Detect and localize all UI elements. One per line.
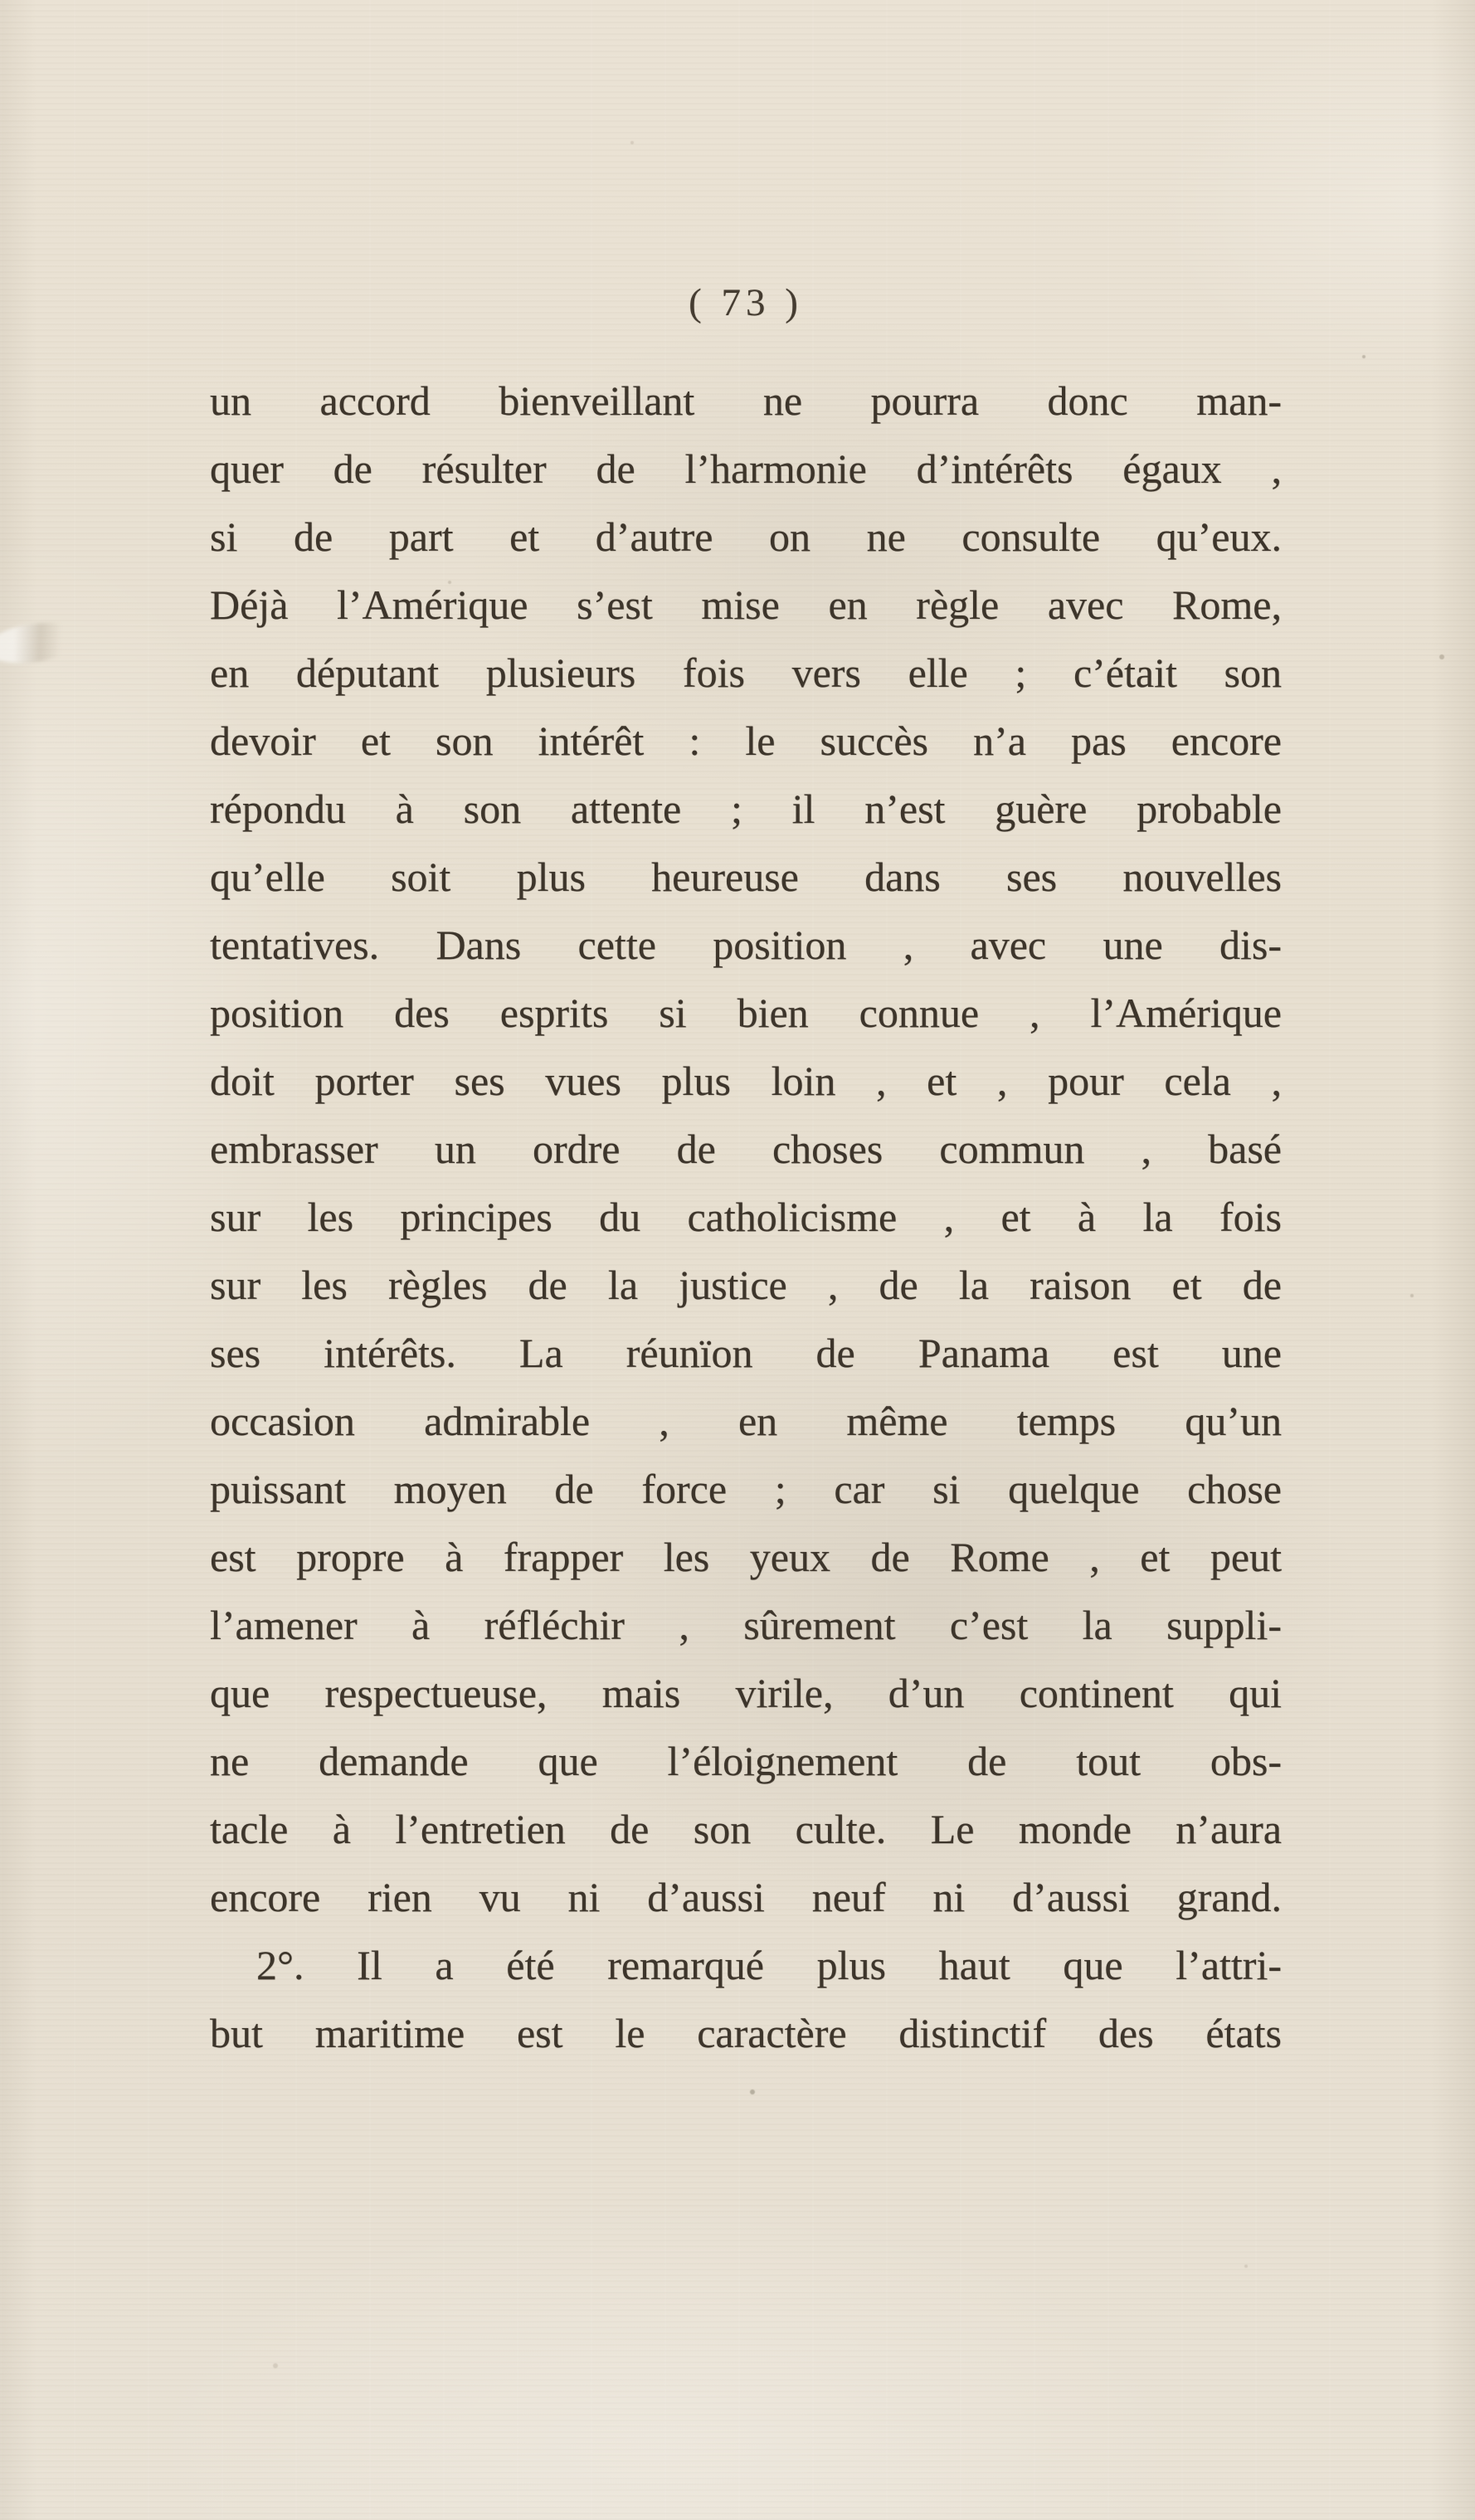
text-line: tentatives. Dans cette position , avec une dis- [210,922,1282,968]
text-line: qu’elle soit plus heureuse dans ses nouvelles [210,854,1282,900]
text-line: devoir et son intérêt : le succès n’a pas encore [210,718,1282,764]
text-line: quer de résulter de l’harmonie d’intérêts égaux , [210,445,1282,492]
text-line: position des esprits si bien connue , l’Amérique [210,990,1282,1036]
text-line: si de part et d’autre on ne consulte qu’eux. [210,513,1282,560]
text-line: embrasser un ordre de choses commun , basé [210,1126,1282,1172]
text-line: but maritime est le caractère distinctif des états [210,2010,1282,2056]
text-line: tacle à l’entretien de son culte. Le monde n’aura [210,1806,1282,1852]
text-line: Déjà l’Amérique s’est mise en règle avec Rome, [210,581,1282,628]
text-line: puissant moyen de force ; car si quelque chose [210,1466,1282,1512]
page-number-header: ( 73 ) [689,281,803,324]
text-line: l’amener à réfléchir , sûrement c’est la suppli- [210,1602,1282,1648]
text-line: répondu à son attente ; il n’est guère probable [210,786,1282,832]
page-text [210,367,1282,2067]
text-line: encore rien vu ni d’aussi neuf ni d’aussi grand. [210,1874,1282,1920]
text-line: est propre à frapper les yeux de Rome , et peut [210,1534,1282,1580]
text-line: occasion admirable , en même temps qu’un [210,1398,1282,1444]
text-line: sur les règles de la justice , de la raison et de [210,1262,1282,1308]
text-line: ne demande que l’éloignement de tout obs- [210,1738,1282,1784]
text-line: doit porter ses vues plus loin , et , pour cela , [210,1058,1282,1104]
paragraph-start-line: 2°. Il a été remarqué plus haut que l’attri- [256,1942,1282,1988]
text-line: en députant plusieurs fois vers elle ; c’était son [210,649,1282,696]
text-line: un accord bienveillant ne pourra donc man- [210,377,1282,424]
paper-crease [0,617,87,669]
text-line: que respectueuse, mais virile, d’un continent qui [210,1670,1282,1716]
text-line: ses intérêts. La réunïon de Panama est une [210,1330,1282,1376]
text-line: sur les principes du catholicisme , et à la fois [210,1194,1282,1240]
